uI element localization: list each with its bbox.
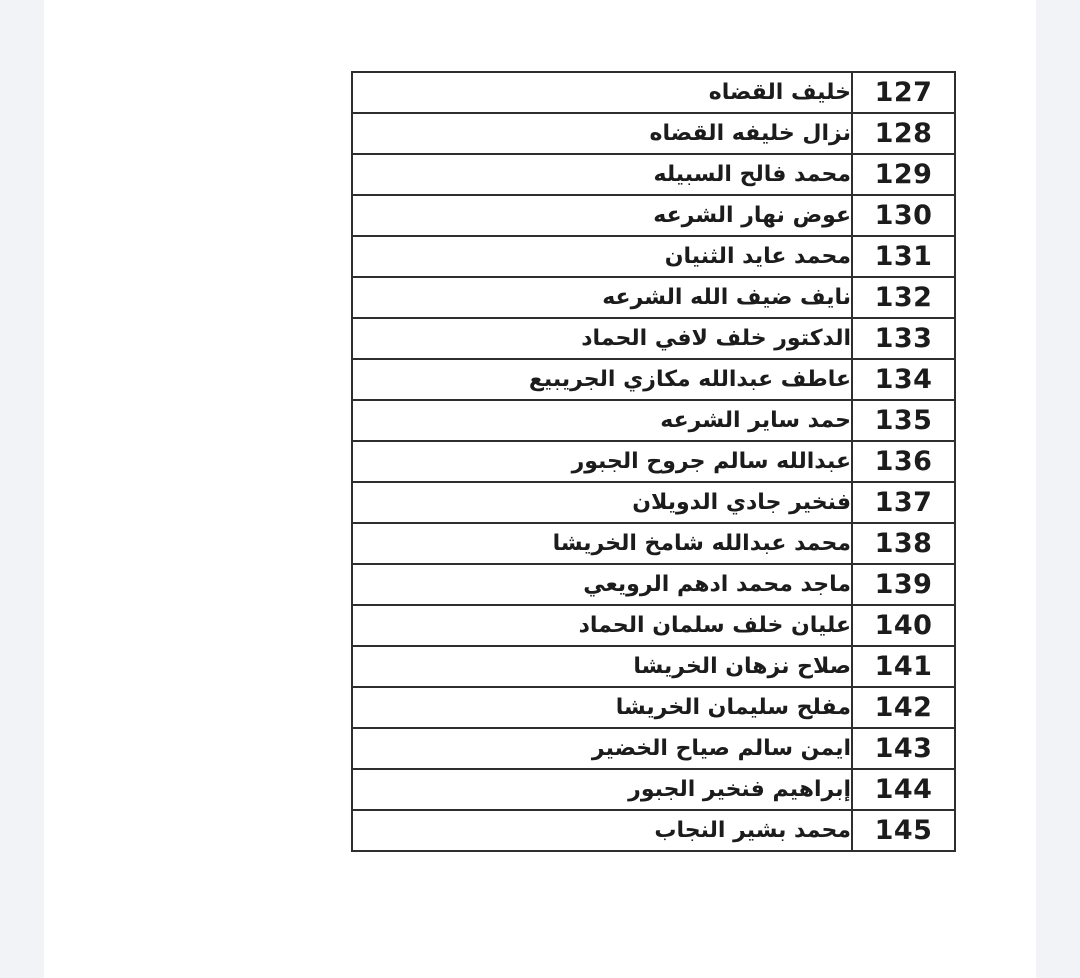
number-cell: 128 xyxy=(851,114,954,153)
name-cell: محمد فالح السبيله xyxy=(653,162,851,187)
table-row xyxy=(353,688,954,729)
table-row xyxy=(353,237,954,278)
number-cell: 138 xyxy=(851,524,954,563)
number-cell: 142 xyxy=(851,688,954,727)
number-cell: 135 xyxy=(851,401,954,440)
name-cell: عوض نهار الشرعه xyxy=(653,203,851,228)
name-cell: إبراهيم فنخير الجبور xyxy=(628,777,851,802)
table-row xyxy=(353,114,954,155)
name-cell: ماجد محمد ادهم الرويعي xyxy=(583,572,851,597)
number-cell: 145 xyxy=(851,811,954,850)
name-cell: نايف ضيف الله الشرعه xyxy=(602,285,851,310)
number-cell: 134 xyxy=(851,360,954,399)
name-cell: ايمن سالم صياح الخضير xyxy=(591,736,851,761)
number-cell: 143 xyxy=(851,729,954,768)
table-row xyxy=(353,565,954,606)
table-row xyxy=(353,278,954,319)
table-row xyxy=(353,196,954,237)
name-cell: خليف القضاه xyxy=(708,80,851,105)
table-row xyxy=(353,442,954,483)
number-cell: 131 xyxy=(851,237,954,276)
names-table xyxy=(351,71,956,852)
number-cell: 140 xyxy=(851,606,954,645)
number-cell: 144 xyxy=(851,770,954,809)
table-row xyxy=(353,729,954,770)
name-cell: محمد عايد الثنيان xyxy=(664,244,851,269)
table-row xyxy=(353,811,954,850)
number-cell: 132 xyxy=(851,278,954,317)
number-cell: 136 xyxy=(851,442,954,481)
table-row xyxy=(353,647,954,688)
number-cell: 133 xyxy=(851,319,954,358)
table-row xyxy=(353,770,954,811)
table-row xyxy=(353,319,954,360)
table-row xyxy=(353,155,954,196)
table-row xyxy=(353,73,954,114)
number-cell: 130 xyxy=(851,196,954,235)
name-cell: عاطف عبدالله مكازي الجريبيع xyxy=(528,367,851,392)
name-cell: نزال خليفه القضاه xyxy=(649,121,851,146)
table-row xyxy=(353,483,954,524)
name-cell: محمد عبدالله شامخ الخريشا xyxy=(552,531,851,556)
name-cell: محمد بشير النجاب xyxy=(654,818,851,843)
name-cell: حمد ساير الشرعه xyxy=(660,408,851,433)
name-cell: مفلح سليمان الخريشا xyxy=(615,695,851,720)
table-row xyxy=(353,360,954,401)
name-cell: عبدالله سالم جروح الجبور xyxy=(571,449,851,474)
name-cell: عليان خلف سلمان الحماد xyxy=(578,613,851,638)
number-cell: 137 xyxy=(851,483,954,522)
name-cell: الدكتور خلف لافي الحماد xyxy=(581,326,851,351)
name-cell: فنخير جادي الدويلان xyxy=(632,490,851,515)
table-row xyxy=(353,524,954,565)
number-cell: 129 xyxy=(851,155,954,194)
table-row xyxy=(353,401,954,442)
table-row xyxy=(353,606,954,647)
number-cell: 139 xyxy=(851,565,954,604)
number-cell: 127 xyxy=(851,73,954,112)
name-cell: صلاح نزهان الخريشا xyxy=(633,654,851,679)
number-cell: 141 xyxy=(851,647,954,686)
